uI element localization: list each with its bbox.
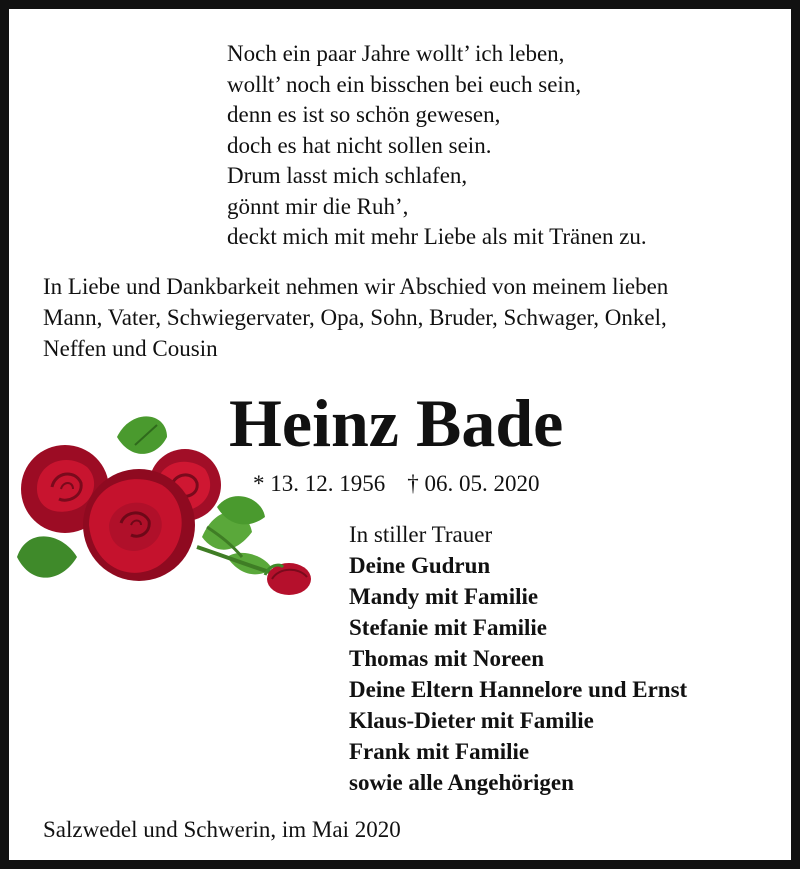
poem-line: doch es hat nicht sollen sein.: [227, 132, 492, 158]
intro-text: [43, 271, 783, 364]
mourners-list: [349, 519, 687, 798]
poem-line: deckt mich mit mehr Liebe als mit Tränen zu.: [227, 224, 647, 249]
mourner-name: sowie alle Angehörigen: [349, 770, 574, 795]
place-and-date: Salzwedel und Schwerin, im Mai 2020: [43, 817, 401, 842]
poem-line: Drum lasst mich schlafen,: [227, 163, 468, 188]
poem-line: wollt’ noch ein bisschen bei euch sein,: [227, 71, 582, 97]
intro-line: In Liebe und Dankbarkeit nehmen wir Abschied von meinem lieben: [43, 274, 669, 299]
life-dates: [253, 469, 540, 499]
intro-line: Mann, Vater, Schwiegervater, Opa, Sohn, Bruder, Schwager, Onkel,: [43, 305, 667, 330]
intro-line: Neffen und Cousin: [43, 336, 218, 361]
death-date: † 06. 05. 2020: [407, 471, 540, 496]
mourner-name: Stefanie mit Familie: [349, 615, 548, 640]
poem-line: denn es ist so schön gewesen,: [227, 102, 501, 127]
birth-date: * 13. 12. 1956: [253, 471, 386, 496]
mourner-name: Thomas mit Noreen: [349, 646, 545, 671]
poem-line: Noch ein paar Jahre wollt’ ich leben,: [227, 41, 565, 66]
poem-line: gönnt mir die Ruh’,: [227, 193, 409, 219]
mourner-name: Deine Gudrun: [349, 553, 491, 578]
mourner-name: Klaus-Dieter mit Familie: [349, 708, 594, 733]
mourner-name: Frank mit Familie: [349, 739, 530, 764]
mourner-name: Mandy mit Familie: [349, 584, 539, 609]
deceased-name: Heinz Bade: [229, 385, 564, 461]
mourner-name: Deine Eltern Hannelore und Ernst: [349, 677, 688, 702]
poem: [227, 39, 647, 253]
mourning-lead: In stiller Trauer: [349, 522, 493, 547]
